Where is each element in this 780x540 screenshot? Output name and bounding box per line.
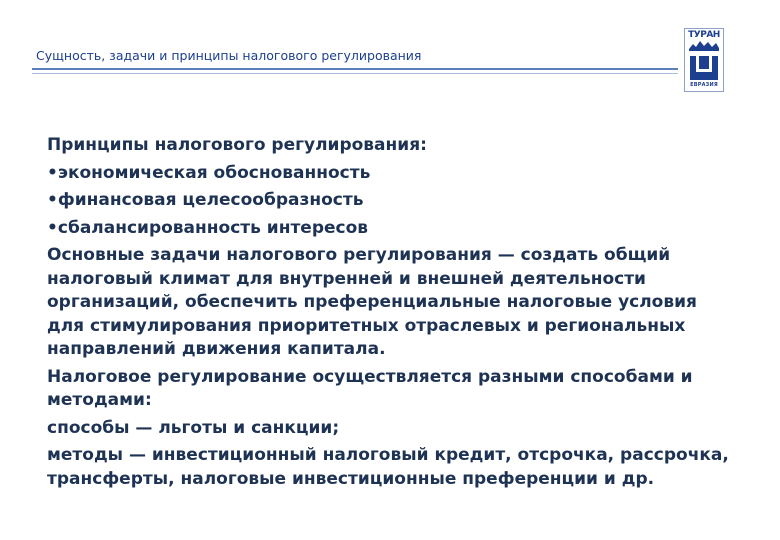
tasks-paragraph: Основные задачи налогового регулирования — создать общий налоговый климат для внутренней и внешней деятельности организаций, обеспечить преференциальные налоговые условия для стимулирования приоритетных отраслевых и региональных направлений движения капитала. [47, 245, 697, 359]
turan-eurasia-logo [684, 28, 724, 92]
ways-line: способы — льготы и санкции; [47, 417, 340, 438]
bullet-icon: • [47, 217, 58, 238]
principle-item [47, 217, 737, 241]
principle-item [47, 189, 737, 213]
principles-heading: Принципы налогового регулирования: [47, 135, 427, 155]
bullet-icon: • [47, 162, 58, 183]
slide-title: Сущность, задачи и принципы налогового регулирования [36, 48, 422, 63]
principle-text: финансовая целесообразность [57, 190, 364, 210]
slide-header [0, 0, 780, 100]
bullet-icon: • [47, 190, 58, 210]
principle-item [47, 162, 737, 186]
principle-text: сбалансированность интересов [57, 217, 369, 238]
principle-text: экономическая обоснованность [57, 162, 371, 183]
title-divider-thin [32, 73, 678, 74]
slide-body [47, 134, 737, 495]
logo-top-text: ТУРАН [688, 30, 720, 40]
title-divider [32, 68, 678, 70]
methods-intro: Налоговое регулирование осуществляется разными способами и методами: [47, 366, 693, 410]
logo-bottom-text: ЕВРАЗИЯ [690, 82, 718, 88]
methods-line: методы — инвестиционный налоговый кредит, отсрочка, рассрочка, трансферты, налоговые инвестиционные преференции и др. [47, 445, 729, 489]
